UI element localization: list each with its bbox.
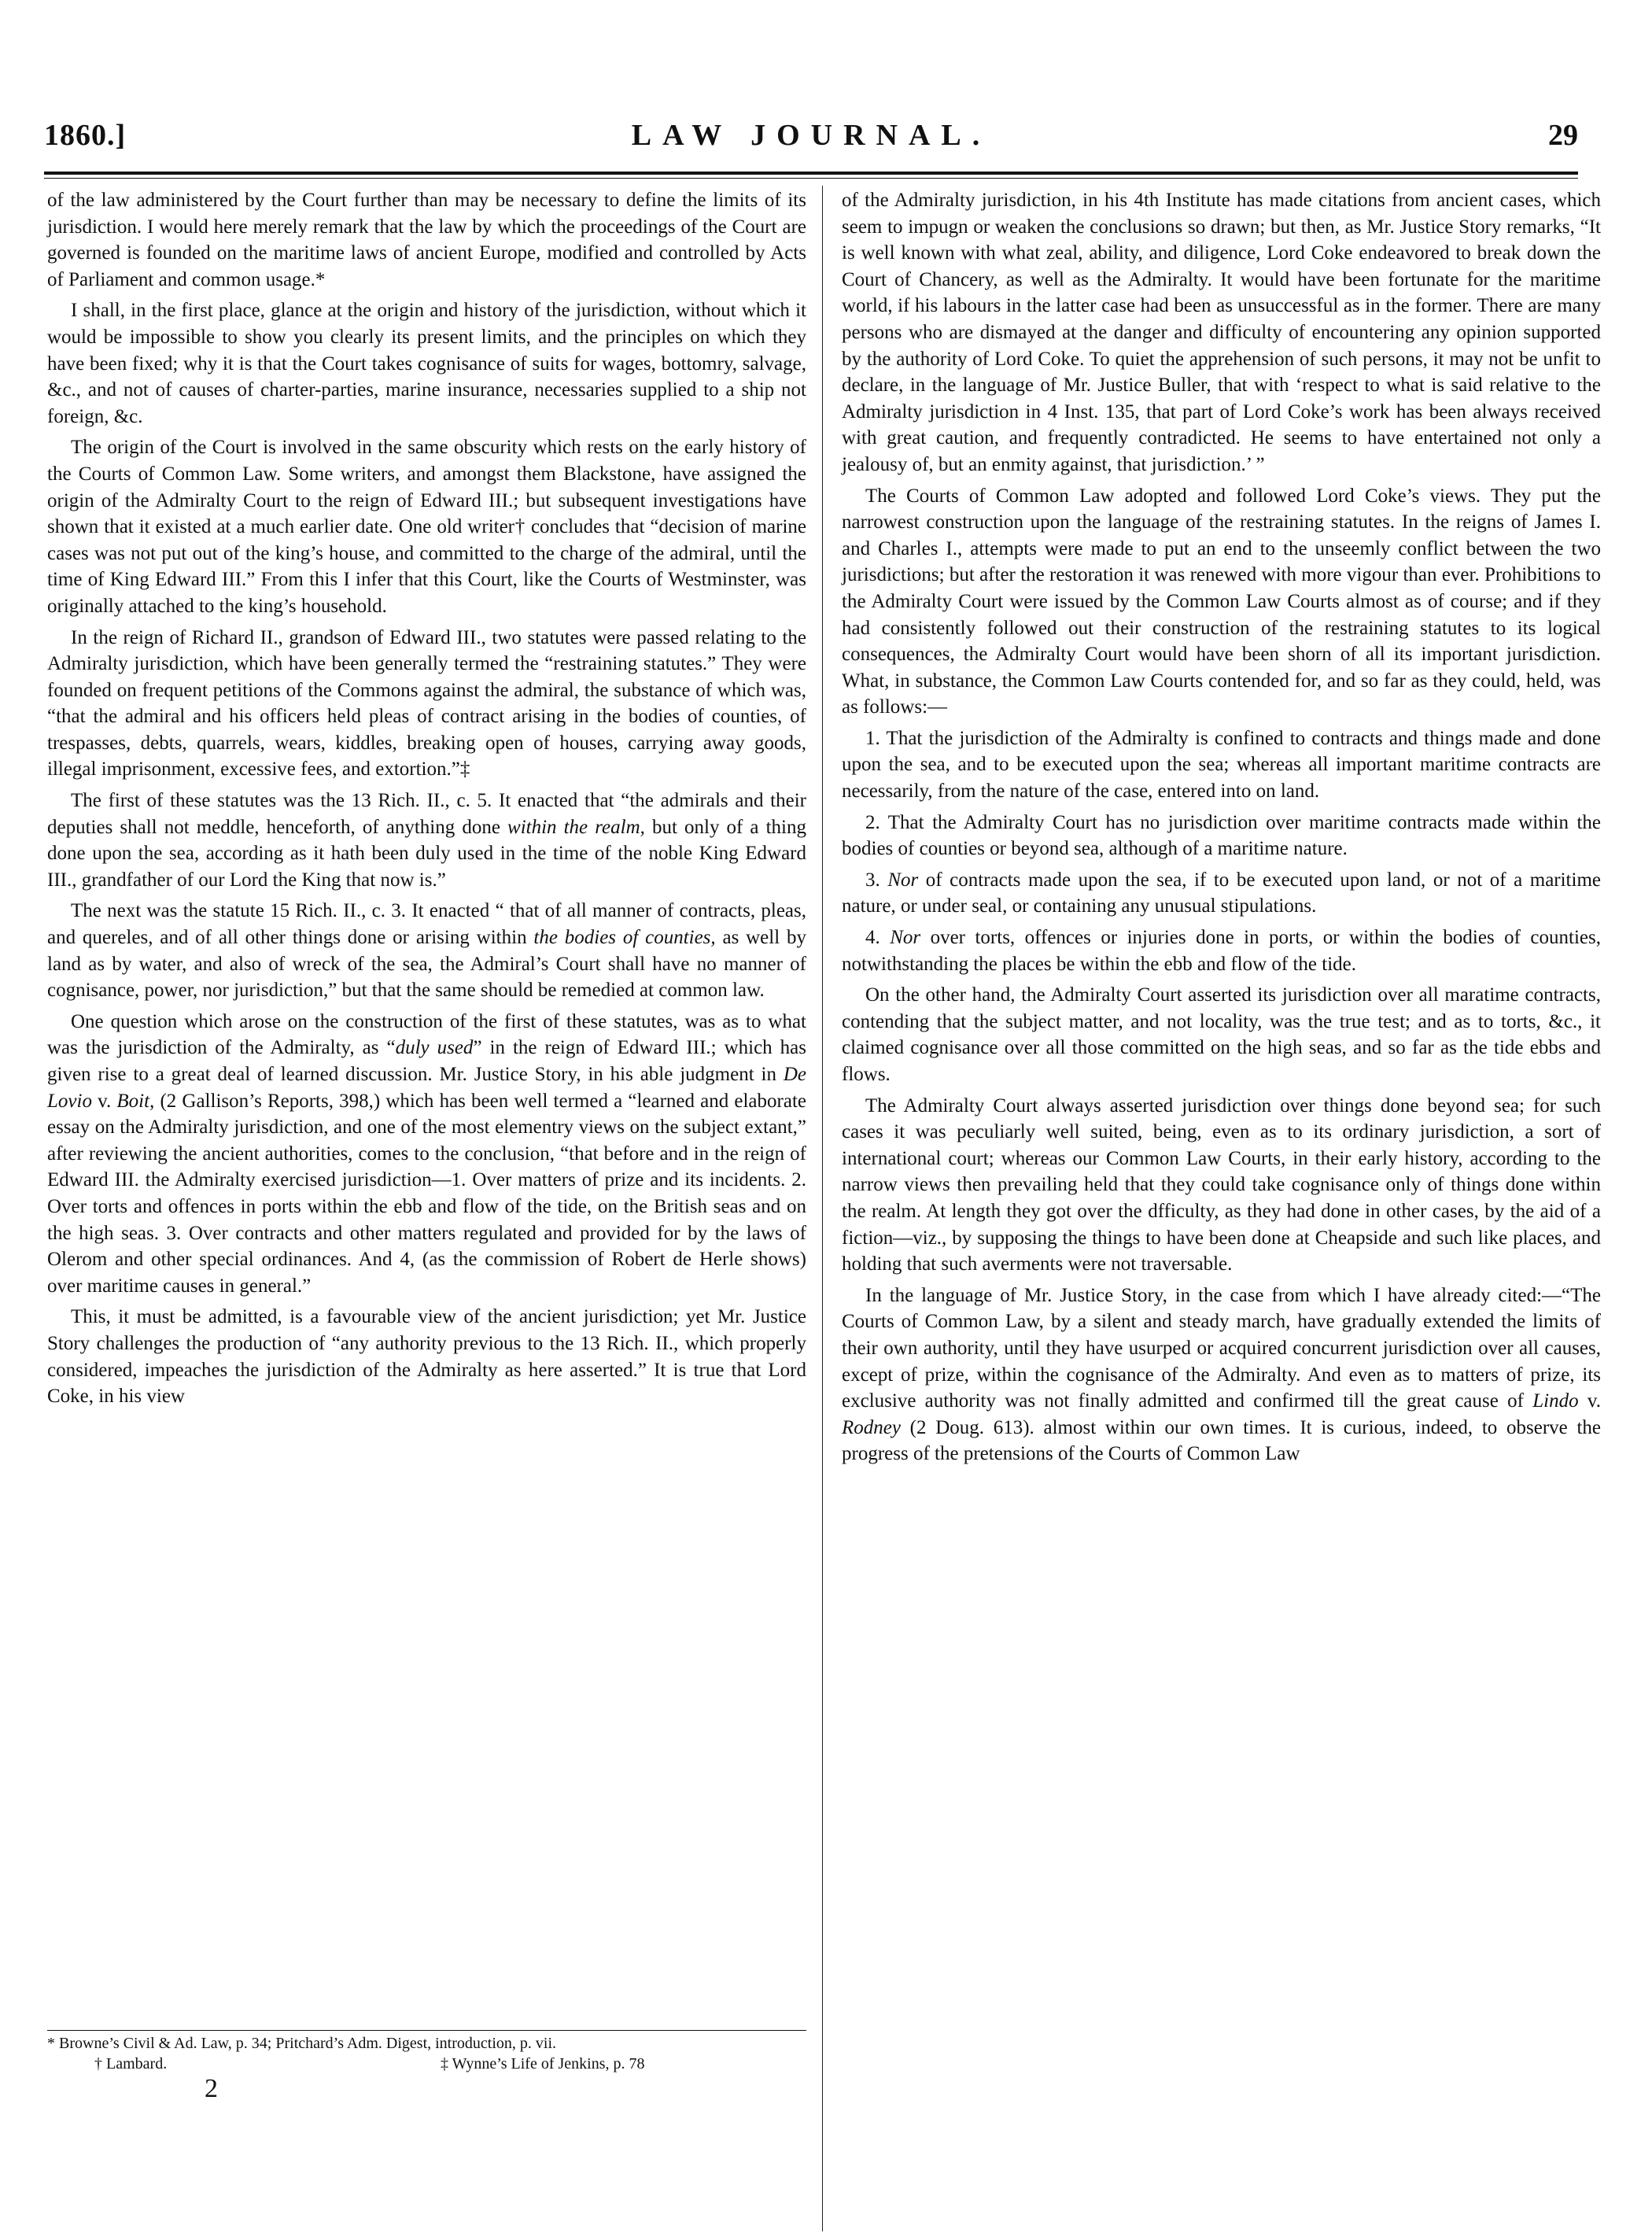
journal-title: LAW JOURNAL. xyxy=(631,119,991,152)
footnote-dagger: † Lambard. xyxy=(94,2055,168,2072)
header-year: 1860.] xyxy=(44,119,127,152)
footnote-daggers xyxy=(47,2054,806,2074)
left-paragraph-8: This, it must be admitted, is a favourable view of the ancient jurisdiction; yet Mr. Justice Story challenges the production of “any authority previous to the 13 Rich. II., which properly considered, impeaches the jurisdiction of the Admiralty as here asserted.” It is true that Lord Coke, in his view xyxy=(47,1306,806,1408)
left-paragraph-5: The first of these statutes was the 13 Rich. II., c. 5. It enacted that “the admirals and their deputies shall not meddle, henceforth, of anything done within the realm, but only of a thing done upon the sea, according as it hath been duly used in the time of the noble King Edward III., grandfather of our Lord the King that now is.” xyxy=(47,790,807,891)
left-paragraph-7: One question which arose on the construction of the first of these statutes, was as to what was the jurisdiction of the Admiralty, as “duly used” in the reign of Edward III.; which has given rise to a great deal of learned discussion. Mr. Justice Story, in his able judgment in De Lovio v. Boit, (2 Gallison’s Reports, 398,) which has been well termed a “learned and elaborate essay on the Admiralty jurisdiction, and one of the most elementry views on the subject extant,” after reviewing the ancient authorities, comes to the conclusion, “that before and in the reign of Edward III. the Admiralty exercised jurisdiction—1. Over matters of prize and its incidents. 2. Over torts and offences in ports within the ebb and flow of the tide, on the British seas and on the high seas. 3. Over contracts and other matters regulated and provided for by the laws of Olerom and other special ordinances. And 4, (as the commission of Robert de Herle shows) over maritime causes in general.” xyxy=(47,1010,806,1297)
footnote-rule xyxy=(47,2030,806,2031)
right-paragraph-2: The Courts of Common Law adopted and followed Lord Coke’s views. They put the narrowest construction upon the language of the restraining statutes. In the reigns of James I. and Charles I., attempts were made to put an end to the unseemly conflict between the two jurisdictions; but after the restoration it was renewed with more vigour than ever. Prohibitions to the Admiralty Court were issued by the Common Law Courts almost as of course; and if they had consistently followed out their construction of the restraining statutes to its logical consequences, the Admiralty Court would have been shorn of all its important jurisdiction. What, in substance, the Common Law Courts contended for, and so far as they could, held, was as follows:— xyxy=(842,485,1601,718)
right-paragraph-3: On the other hand, the Admiralty Court asserted its jurisdiction over all maratime contracts, contending that the subject matter, and not locality, was the true test; and as to torts, &c., it claimed cognisance over all those committed on the high seas, and so far as the tide ebbs and flows. xyxy=(842,984,1601,1085)
header-rule-thin xyxy=(44,178,1578,179)
running-header xyxy=(44,118,1578,165)
list-item-1: 1. That the jurisdiction of the Admiralty is confined to contracts and things made and done upon the sea, and to be executed upon the sea; whereas all important maritime contracts are necessarily, from the nature of the case, entered into on land. xyxy=(842,727,1601,803)
right-column xyxy=(842,187,1601,2221)
list-item-3: 3. Nor of contracts made upon the sea, if to be executed upon land, or not of a maritime nature, or under seal, or containing any unusual stipulations. xyxy=(842,869,1601,917)
right-paragraph-4: The Admiralty Court always asserted jurisdiction over things done beyond sea; for such cases it was peculiarly well suited, being, even as to its ordinary jurisdiction, a sort of international court; whereas our Common Law Courts, in their early history, according to the narrow views then prevailing held that they could take cognisance only of things done within the realm. At length they got over the dfficulty, as they had done in other cases, by the aid of a fiction—viz., by supposing the things to have been done at Cheapside and such like places, and holding that such averments were not traversable. xyxy=(842,1094,1601,1275)
right-paragraph-5: In the language of Mr. Justice Story, in the case from which I have already cited:—“The Courts of Common Law, by a silent and steady march, have gradually extended the limits of their own authority, until they have usurped or acquired concurrent jurisdiction over all causes, except of prize, within the cognisance of the Admiralty. And even as to matters of prize, its exclusive authority was not finally admitted and confirmed till the great cause of Lindo v. Rodney (2 Doug. 613). almost within our own times. It is curious, indeed, to observe the progress of the pretensions of the Courts of Common Law xyxy=(842,1284,1601,1465)
right-paragraph-1: of the Admiralty jurisdiction, in his 4th Institute has made citations from ancient cases, which seem to impugn or weaken the conclusions so drawn; but then, as Mr. Justice Story remarks, “It is well known with what zeal, ability, and diligence, Lord Coke endeavored to break down the Court of Chancery, as well as the Admiralty. It would have been fortunate for the maritime world, if his labours in the latter case had been as unsuccessful as in the former. There are many persons who are dismayed at the danger and difficulty of encountering any opinion supported by the authority of Lord Coke. To quiet the apprehension of such persons, it may not be unfit to declare, in the language of Mr. Justice Buller, that with ‘respect to what is said relative to the Admiralty jurisdiction in 4 Inst. 135, that part of Lord Coke’s work has been always received with great caution, and frequently contradicted. He seems to have entertained not only a jealousy of, but an enmity against, that jurisdiction.’ ” xyxy=(842,190,1601,475)
page-number: 29 xyxy=(1548,119,1578,152)
column-divider xyxy=(822,186,823,2231)
left-paragraph-2: I shall, in the first place, glance at the origin and history of the jurisdiction, without which it would be impossible to show you clearly its present limits, and the principles on which they have been fixed; why it is that the Court takes cognisance of suits for wages, bottomry, salvage, &c., and not of causes of charter-parties, marine insurance, necessaries supplied to a ship not foreign, &c. xyxy=(47,300,806,427)
footnote-double-dagger: ‡ Wynne’s Life of Jenkins, p. 78 xyxy=(441,2055,645,2072)
left-column xyxy=(47,187,806,2024)
signature-mark: 2 xyxy=(205,2074,218,2103)
footnotes xyxy=(47,2033,806,2074)
left-paragraph-4: In the reign of Richard II., grandson of Edward III., two statutes were passed relating to the Admiralty jurisdiction, which have been generally termed the “restraining statutes.” They were founded on frequent petitions of the Commons against the admiral, the substance of which was, “that the admiral and his officers held pleas of contract arising in the bodies of counties, of trespasses, debts, quarrels, wears, kiddles, breaking open of houses, carrying away goods, illegal imprisonment, excessive fees, and extortion.”‡ xyxy=(47,626,806,781)
left-paragraph-3: The origin of the Court is involved in the same obscurity which rests on the early history of the Courts of Common Law. Some writers, and amongst them Blackstone, have assigned the origin of the Admiralty Court to the reign of Edward III.; but subsequent investigations have shown that it existed at a much earlier date. One old writer† concludes that “decision of marine cases was not put out of the king’s house, and committed to the charge of the admiral, until the time of King Edward III.” From this I infer that this Court, like the Courts of Westminster, was originally attached to the king’s household. xyxy=(47,437,806,617)
left-paragraph-6: The next was the statute 15 Rich. II., c. 3. It enacted “ that of all manner of contracts, pleas, and quereles, and of all other things done or arising within the bodies of counties, as well by land as by water, and also of wreck of the sea, the Admiral’s Court shall have no manner of cognisance, power, nor jurisdiction,” but that the same should be remedied at common law. xyxy=(47,900,806,1002)
left-paragraph-1: of the law administered by the Court further than may be necessary to define the limits of its jurisdiction. I would here merely remark that the law by which the proceedings of the Court are governed is founded on the maritime laws of ancient Europe, modified and controlled by Acts of Parliament and common usage.* xyxy=(47,190,806,290)
header-rule-thick xyxy=(44,172,1578,175)
list-item-2: 2. That the Admiralty Court has no jurisdiction over maritime contracts made within the bodies of counties or beyond sea, although of a maritime nature. xyxy=(842,811,1601,860)
list-item-4: 4. Nor over torts, offences or injuries done in ports, or within the bodies of counties, notwithstanding the places be within the ebb and flow of the tide. xyxy=(842,927,1602,975)
footnote-star: * Browne’s Civil & Ad. Law, p. 34; Pritchard’s Adm. Digest, introduction, p. vii. xyxy=(47,2035,557,2052)
